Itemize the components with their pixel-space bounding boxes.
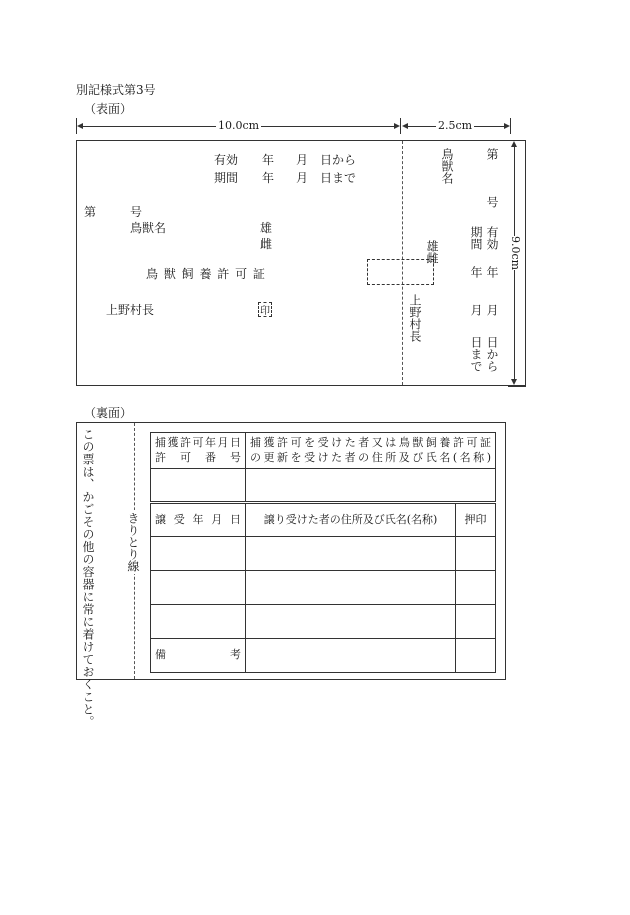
transfer-table bbox=[150, 503, 496, 673]
capture-date-cell bbox=[151, 469, 246, 502]
stub-month-1: 月 bbox=[485, 304, 499, 316]
validity-month-2: 月 bbox=[296, 171, 309, 185]
cut-line-label: きりとり線 bbox=[126, 512, 140, 572]
width-main-label: 10.0cm bbox=[218, 119, 260, 132]
stub-month-2: 月 bbox=[469, 304, 483, 316]
male-label: 雄 bbox=[260, 221, 273, 235]
validity-label-1: 有効 bbox=[214, 153, 239, 167]
remarks-label: 備 考 bbox=[151, 639, 246, 673]
form-title: 別記様式第3号 bbox=[76, 83, 156, 97]
permit-number-suffix: 号 bbox=[130, 205, 143, 219]
stub-number-suffix: 号 bbox=[485, 196, 499, 208]
back-notice: この票は、かごその他の容器に常に着けておくこと。 bbox=[81, 428, 95, 728]
validity-month-1: 月 bbox=[296, 153, 309, 167]
stub-male-female: 雄雌 bbox=[425, 240, 439, 264]
tally-seal-box bbox=[367, 259, 434, 285]
validity-day-from: 日から bbox=[320, 153, 357, 167]
back-side-label: （裏面） bbox=[84, 406, 133, 420]
stub-validity-2: 期間 bbox=[469, 226, 483, 250]
stub-number-prefix: 第 bbox=[485, 148, 499, 160]
width-stub-label: 2.5cm bbox=[438, 119, 473, 132]
height-label: 9.0cm bbox=[509, 236, 522, 271]
stub-day-from: 日から bbox=[485, 336, 499, 372]
female-label: 雌 bbox=[260, 237, 273, 251]
species-label: 鳥獣名 bbox=[130, 221, 167, 235]
table-row bbox=[151, 571, 496, 605]
transfer-seal-header: 押印 bbox=[456, 504, 496, 537]
permit-title: 鳥 獣 飼 養 許 可 証 bbox=[146, 267, 266, 281]
validity-year-2: 年 bbox=[262, 171, 275, 185]
front-side-label: （表面） bbox=[84, 102, 133, 116]
issuer-seal: 印 bbox=[258, 302, 272, 317]
validity-label-2: 期間 bbox=[214, 171, 239, 185]
remarks-seal-cell bbox=[456, 639, 496, 673]
capture-holder-header: 捕獲許可を受けた者又は鳥獣飼養許可証 の更新を受けた者の住所及び氏名(名称) bbox=[246, 433, 496, 469]
stub-day-until: 日まで bbox=[469, 336, 483, 372]
permit-number-prefix: 第 bbox=[84, 205, 97, 219]
capture-permit-table bbox=[150, 432, 496, 502]
table-row bbox=[151, 605, 496, 639]
validity-day-until: 日まで bbox=[320, 171, 357, 185]
issuer-label: 上野村長 bbox=[106, 303, 155, 317]
transfer-date-header: 譲 受 年 月 日 bbox=[151, 504, 246, 537]
remarks-cell bbox=[246, 639, 456, 673]
capture-date-header: 捕獲許可年月日 許 可 番 号 bbox=[151, 433, 246, 469]
validity-year-1: 年 bbox=[262, 153, 275, 167]
stub-validity-1: 有効 bbox=[485, 226, 499, 250]
stub-species-label: 鳥獣名 bbox=[440, 148, 454, 184]
table-row bbox=[151, 537, 496, 571]
transfer-name-header: 譲り受けた者の住所及び氏名(名称) bbox=[246, 504, 456, 537]
stub-year-1: 年 bbox=[485, 266, 499, 278]
stub-year-2: 年 bbox=[469, 266, 483, 278]
stub-issuer-label: 上野村長 bbox=[408, 294, 422, 342]
capture-holder-cell bbox=[246, 469, 496, 502]
